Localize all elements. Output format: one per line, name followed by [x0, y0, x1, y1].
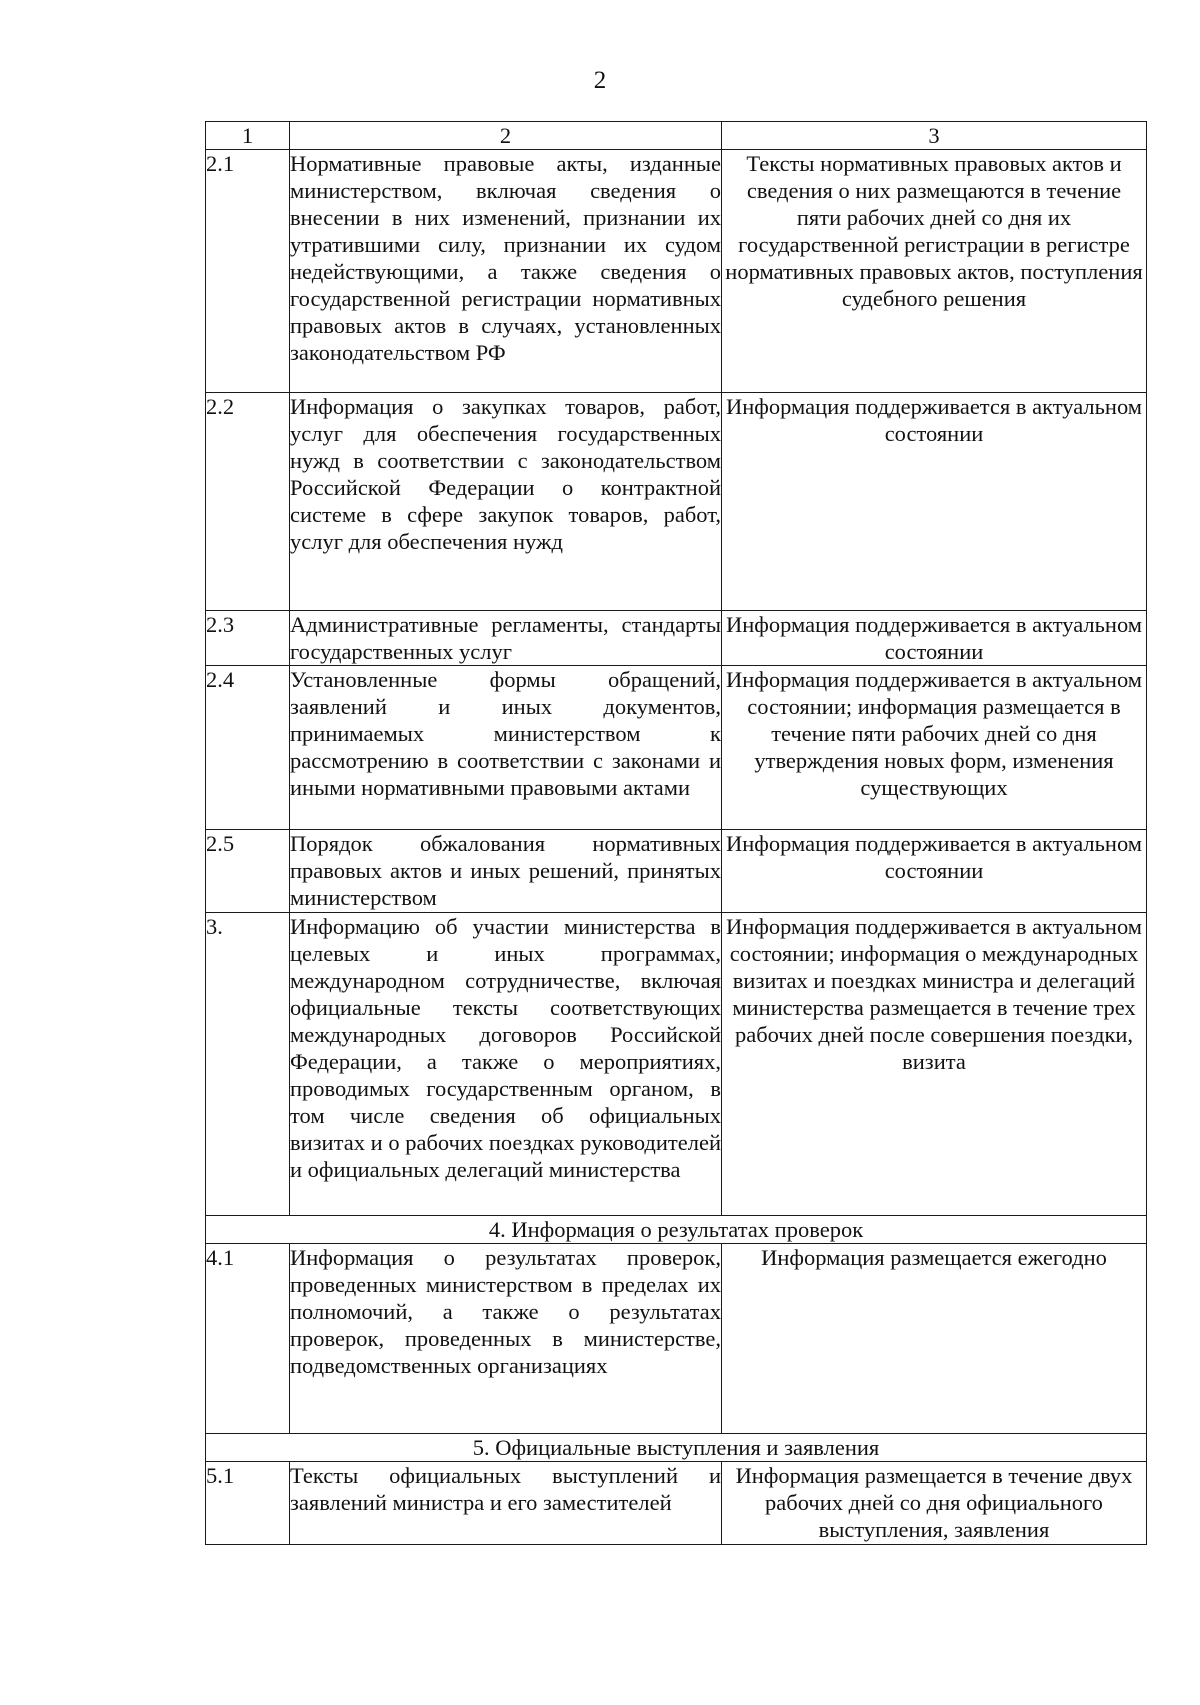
description-text: Информация о закупках товаров, работ, услуг для обеспечения государственных нужд в соответствии с законодательством Российской Федерации о контрактной системе в сфере закупок товаров, работ, услуг для обеспечения нужд [290, 394, 721, 554]
description-text: Информацию об участии министерства в целевых и иных программах, международном сотрудничестве, включая официальные тексты соответствующих международных договоров Российской Федерации, а также о мероприятиях, проводимых государственным органом, в том числе сведения об официальных визитах и о рабочих поездках руководителей и официальных делегаций министерства [290, 914, 721, 1182]
item-number: 2.5 [206, 830, 290, 913]
item-number: 5.1 [206, 1462, 290, 1545]
item-publication-terms: Информация поддерживается в актуальном состоянии; информация о международных визитах и поездках министра и делегаций министерства размещается в течение трех рабочих дней после совершения поездки, визита [722, 913, 1147, 1216]
item-number: 3. [206, 913, 290, 1216]
table-row [206, 913, 1147, 1216]
item-publication-terms: Информация поддерживается в актуальном состоянии; информация размещается в течение пяти рабочих дней со дня утверждения новых форм, изменения существующих [722, 666, 1147, 830]
table-row [206, 150, 1147, 393]
description-text: Тексты официальных выступлений и заявлений министра и его заместителей [290, 1463, 721, 1515]
item-publication-terms: Информация поддерживается в актуальном состоянии [722, 830, 1147, 913]
document-table [205, 121, 1147, 1545]
item-publication-terms: Тексты нормативных правовых актов и сведения о них размещаются в течение пяти рабочих дней со дня их государственной регистрации в регистре нормативных правовых актов, поступления судебного решения [722, 150, 1147, 393]
item-number: 2.2 [206, 393, 290, 611]
item-publication-terms: Информация размещается в течение двух рабочих дней со дня официального выступления, заявления [722, 1462, 1147, 1545]
table-row [206, 611, 1147, 666]
section-title: 4. Информация о результатах проверок [206, 1216, 1147, 1244]
item-number: 4.1 [206, 1244, 290, 1434]
item-number: 2.1 [206, 150, 290, 393]
item-publication-terms: Информация размещается ежегодно [722, 1244, 1147, 1434]
section-header-row [206, 1434, 1147, 1462]
item-description [290, 830, 722, 913]
description-text: Нормативные правовые акты, изданные министерством, включая сведения о внесении в них изменений, признании их утратившими силу, признании их судом недействующими, а также сведения о государственной регистрации нормативных правовых актов в случаях, установленных законодательством РФ [290, 151, 721, 365]
item-description [290, 666, 722, 830]
item-number: 2.4 [206, 666, 290, 830]
table-header-row [206, 122, 1147, 150]
section-header-row [206, 1216, 1147, 1244]
column-header: 3 [722, 122, 1147, 150]
table-row [206, 1462, 1147, 1545]
table-row [206, 1244, 1147, 1434]
item-description [290, 1462, 722, 1545]
item-description [290, 393, 722, 611]
table-row [206, 830, 1147, 913]
item-publication-terms: Информация поддерживается в актуальном состоянии [722, 611, 1147, 666]
item-publication-terms: Информация поддерживается в актуальном состоянии [722, 393, 1147, 611]
item-number: 2.3 [206, 611, 290, 666]
item-description [290, 1244, 722, 1434]
table-row [206, 393, 1147, 611]
description-text: Административные регламенты, стандарты государственных услуг [290, 612, 721, 664]
section-title: 5. Официальные выступления и заявления [206, 1434, 1147, 1462]
item-description [290, 150, 722, 393]
page-number: 2 [593, 67, 607, 94]
column-header: 1 [206, 122, 290, 150]
item-description [290, 611, 722, 666]
column-header: 2 [290, 122, 722, 150]
description-text: Порядок обжалования нормативных правовых актов и иных решений, принятых министерством [290, 831, 721, 910]
item-description [290, 913, 722, 1216]
description-text: Установленные формы обращений, заявлений и иных документов, принимаемых министерством к рассмотрению в соответствии с законами и иными нормативными правовыми актами [290, 667, 721, 800]
table-row [206, 666, 1147, 830]
description-text: Информация о результатах проверок, проведенных министерством в пределах их полномочий, а также о результатах проверок, проведенных в министерстве, подведомственных организациях [290, 1245, 721, 1378]
